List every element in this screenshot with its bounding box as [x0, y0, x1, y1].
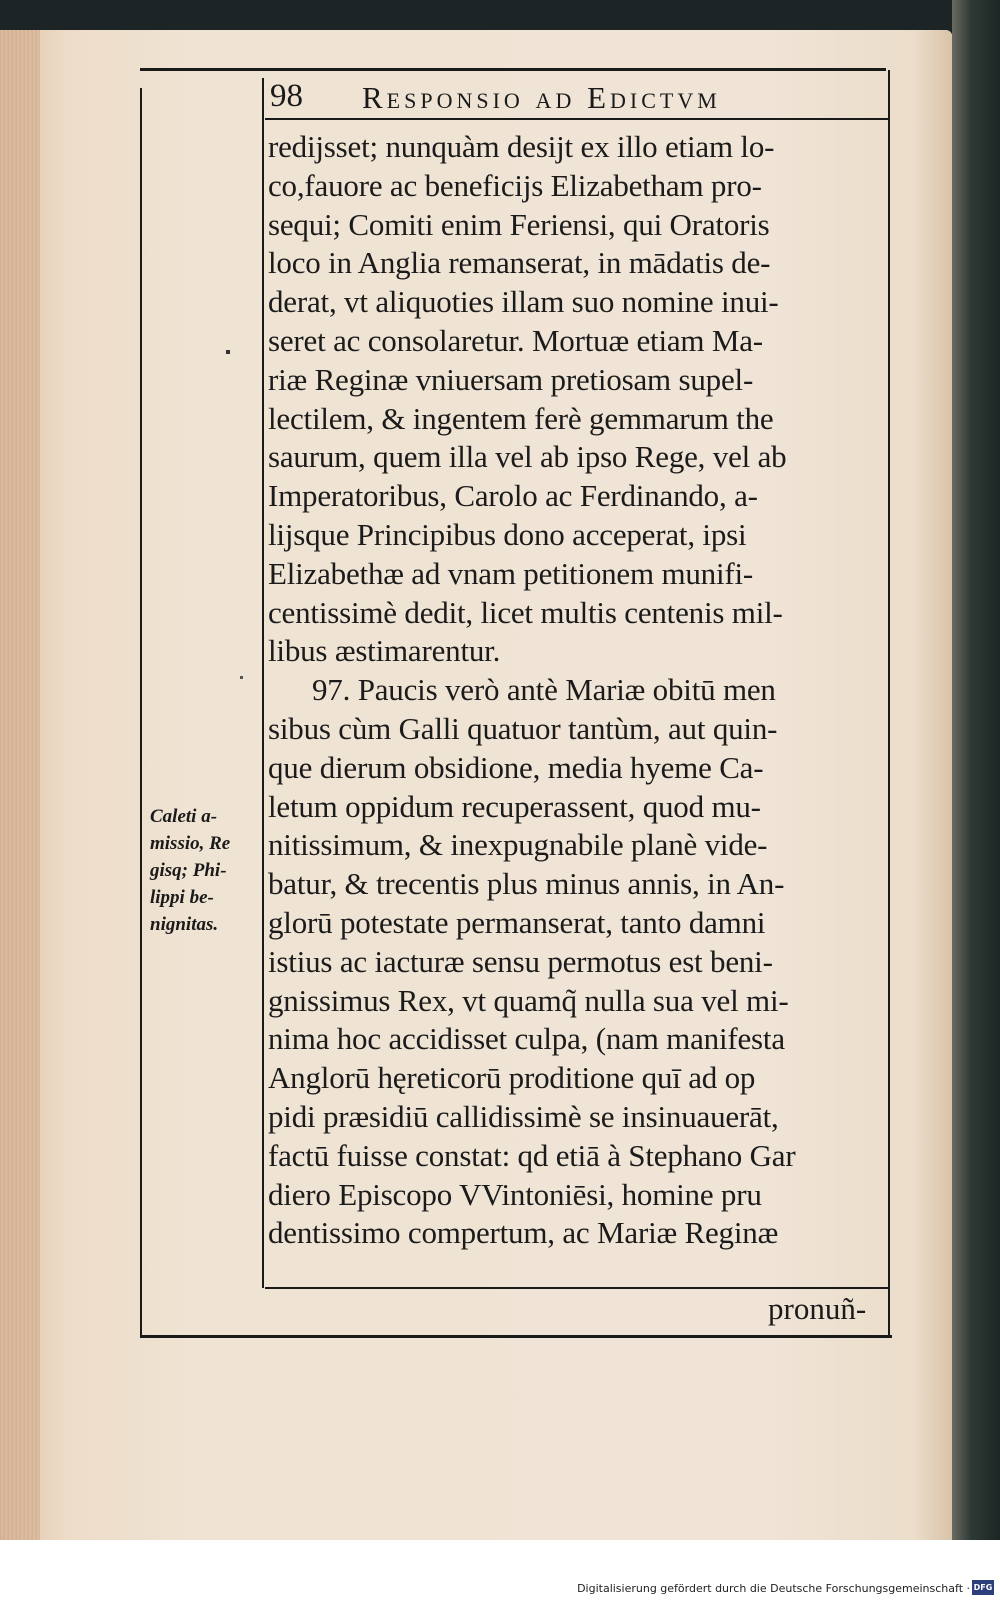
- frame-rule-bottom-inner: [265, 1287, 889, 1289]
- text-line: riæ Reginæ vniuersam pretiosam supel-: [268, 361, 754, 397]
- page-number: 98: [270, 78, 303, 114]
- text-line: sequi; Comiti enim Feriensi, qui Oratoris: [268, 206, 770, 242]
- frame-rule-header: [265, 118, 889, 120]
- text-line: loco in Anglia remanserat, in mādatis de-: [268, 245, 771, 281]
- catchword: pronuñ-: [768, 1291, 867, 1326]
- footer-credit: Digitalisierung gefördert durch die Deutsche Forschungsgemeinschaft ·: [577, 1582, 970, 1595]
- ink-mark: [240, 676, 243, 679]
- text-line: Elizabethæ ad vnam petitionem munifi-: [268, 555, 754, 591]
- text-line: diero Episcopo VVintoniēsi, homine pru: [268, 1176, 762, 1212]
- text-line: nitissimum, & inexpugnabile planè vide-: [268, 827, 768, 863]
- text-line: redijsset; nunquàm desijt ex illo etiam lo-: [268, 129, 775, 164]
- text-line: co,fauore ac beneficijs Elizabetham pro-: [268, 167, 762, 203]
- running-head: Responsio ad Edictvm: [362, 80, 721, 115]
- page-header: [270, 74, 880, 118]
- text-line: letum oppidum recuperassent, quod mu-: [268, 788, 761, 824]
- text-line: Anglorū hęreticorū proditione quī ad op: [268, 1060, 756, 1096]
- text-line: istius ac iacturæ sensu permotus est beni-: [268, 943, 773, 979]
- scanner-background-top: [0, 0, 1000, 34]
- margin-note: [150, 803, 262, 938]
- text-line: pidi præsidiū callidissimè se insinuauerāt,: [268, 1098, 779, 1134]
- text-line: saurum, quem illa vel ab ipso Rege, vel ab: [268, 439, 787, 475]
- text-line: factū fuisse constat: qd etiā à Stephano Gar: [268, 1137, 796, 1173]
- scanner-background-right: [952, 0, 1000, 1540]
- text-line: sibus cùm Galli quatuor tantùm, aut quin-: [268, 710, 778, 746]
- text-line: batur, & trecentis plus minus annis, in An-: [268, 866, 785, 902]
- page-edges: [0, 30, 40, 1540]
- text-line: Imperatoribus, Carolo ac Ferdinando, a-: [268, 478, 758, 514]
- frame-rule-right: [888, 70, 890, 1338]
- frame-rule-left: [140, 88, 142, 1338]
- frame-rule-bottom: [140, 1335, 892, 1338]
- footer-bar: [0, 1540, 1000, 1605]
- text-line: 97. Paucis verò antè Mariæ obitū men: [312, 672, 776, 708]
- ink-mark: [226, 350, 230, 354]
- margin-note-line: nignitas.: [150, 914, 219, 935]
- text-line: gnissimus Rex, vt quamq̃ nulla sua vel mi-: [268, 982, 789, 1018]
- margin-note-line: lippi be-: [150, 887, 214, 908]
- text-line: centissimè dedit, licet multis centenis mil-: [268, 594, 783, 630]
- margin-note-line: missio, Re: [150, 833, 231, 854]
- text-line: dentissimo compertum, ac Mariæ Reginæ: [268, 1215, 779, 1251]
- margin-note-line: gisq; Phi-: [150, 860, 227, 881]
- margin-note-line: Caleti a-: [150, 806, 218, 827]
- frame-rule-margin: [262, 78, 264, 1288]
- text-line: glorū potestate permanserat, tanto damni: [268, 904, 766, 940]
- frame-rule-top: [140, 68, 886, 71]
- text-line: nima hoc accidisset culpa, (nam manifesta: [268, 1021, 785, 1057]
- text-line: seret ac consolaretur. Mortuæ etiam Ma-: [268, 322, 763, 358]
- body-text: [268, 128, 886, 1253]
- text-line: lectilem, & ingentem ferè gemmarum the: [268, 400, 774, 436]
- text-line: derat, vt aliquoties illam suo nomine inui-: [268, 284, 779, 320]
- text-line: que dierum obsidione, media hyeme Ca-: [268, 749, 764, 785]
- dfg-logo-icon: DFG: [972, 1580, 994, 1595]
- text-line: lijsque Principibus dono acceperat, ipsi: [268, 516, 747, 552]
- text-line: libus æstimarentur.: [268, 633, 501, 669]
